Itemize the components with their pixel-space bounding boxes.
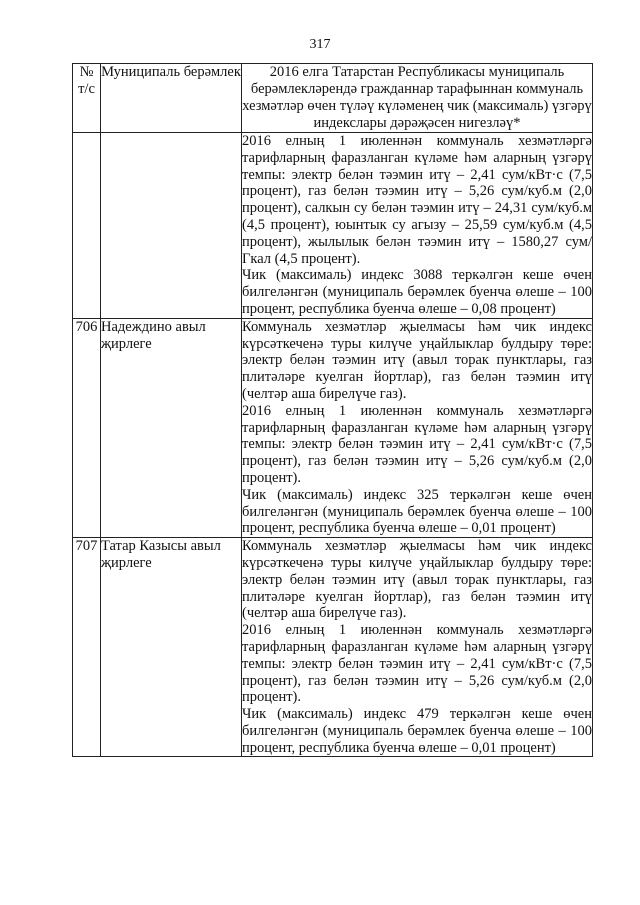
page-number: 317 bbox=[309, 37, 331, 52]
table-row bbox=[73, 538, 593, 757]
paragraph: Чик (максималь) индекс 3088 теркәлгән кеше өчен билгеләнгән (муниципаль берәмлек буенча өлеше – 100 процент, республика буенча өлеше – 0,08 процент) bbox=[242, 267, 592, 317]
indices-table bbox=[72, 63, 593, 757]
row-description bbox=[242, 318, 593, 537]
row-number: 706 bbox=[73, 318, 101, 537]
table-row bbox=[73, 133, 593, 319]
paragraph: 2016 елның 1 июленнән коммуналь хезмәтләргә тарифларның фаразланган күләме һәм аларның үзгәрү темпы: электр белән тәэмин итү – 2,41 сум/кВт·с (7,5 процент), газ белән тәэмин итү – 5,26 сум/куб.м (2,0 процент), салкын су белән тәэмин итү – 24,31 сум/куб.м (4,5 процент), юынтык су агызу – 25,59 сум/куб.м (4,5 процент), жылылык белән тәэмин итү – 1580,27 сум/Гкал (4,5 процент). bbox=[242, 133, 592, 267]
paragraph: Чик (максималь) индекс 325 теркәлгән кеше өчен билгеләнгән (муниципаль берәмлек буенча өлеше – 100 процент, республика буенча өлеше – 0,01 процент) bbox=[242, 486, 592, 537]
table-row bbox=[73, 318, 593, 537]
column-header-number: № т/с bbox=[73, 64, 101, 133]
row-description bbox=[242, 538, 593, 757]
row-number bbox=[73, 133, 101, 319]
table-header-row bbox=[73, 64, 593, 133]
column-header-description: 2016 елга Татарстан Республикасы муниципаль берәмлекләрендә гражданнар тарафыннан коммуналь хезмәтләр өчен түләү күләменең чик (максималь) үзгәрү индекслары дәрәҗәсен нигезләү* bbox=[242, 64, 592, 131]
paragraph: Коммуналь хезмәтләр җыелмасы һәм чик индекс күрсәткеченә туры килүче уңайлыклар булдыру төре: электр белән тәэмин итү (авыл торак пунктлары, газ плитәләре куелган йортлар), газ белән тәэмин итү (челтәр аша бирелүче газ). bbox=[242, 538, 592, 622]
paragraph: Чик (максималь) индекс 479 теркәлгән кеше өчен билгеләнгән (муниципаль берәмлек буенча өлеше – 100 процент, республика буенча өлеше – 0,01 процент) bbox=[242, 706, 592, 756]
row-description bbox=[242, 133, 593, 319]
row-number: 707 bbox=[73, 538, 101, 757]
column-header-municipality: Муниципаль берәмлек bbox=[101, 64, 242, 133]
row-municipality: Надеждино авыл җирлеге bbox=[101, 318, 242, 537]
row-municipality: Татар Казысы авыл җирлеге bbox=[101, 538, 242, 757]
row-municipality bbox=[101, 133, 242, 319]
paragraph: Коммуналь хезмәтләр җыелмасы һәм чик индекс күрсәткеченә туры килүче уңайлыклар булдыру төре: электр белән тәэмин итү (авыл торак пунктлары, газ плитәләре куелган йортлар), газ белән тәэмин итү (челтәр аша бирелүче газ). bbox=[242, 318, 592, 402]
paragraph: 2016 елның 1 июленнән коммуналь хезмәтләргә тарифларның фаразланган күләме һәм аларның үзгәрү темпы: электр белән тәэмин итү – 2,41 сум/кВт·с (7,5 процент), газ белән тәэмин итү – 5,26 сум/куб.м (2,0 процент). bbox=[242, 622, 592, 706]
paragraph: 2016 елның 1 июленнән коммуналь хезмәтләргә тарифларның фаразланган күләме һәм аларның үзгәрү темпы: электр белән тәэмин итү – 2,41 сум/кВт·с (7,5 процент), газ белән тәэмин итү – 5,26 сум/куб.м (2,0 процент). bbox=[242, 402, 592, 486]
